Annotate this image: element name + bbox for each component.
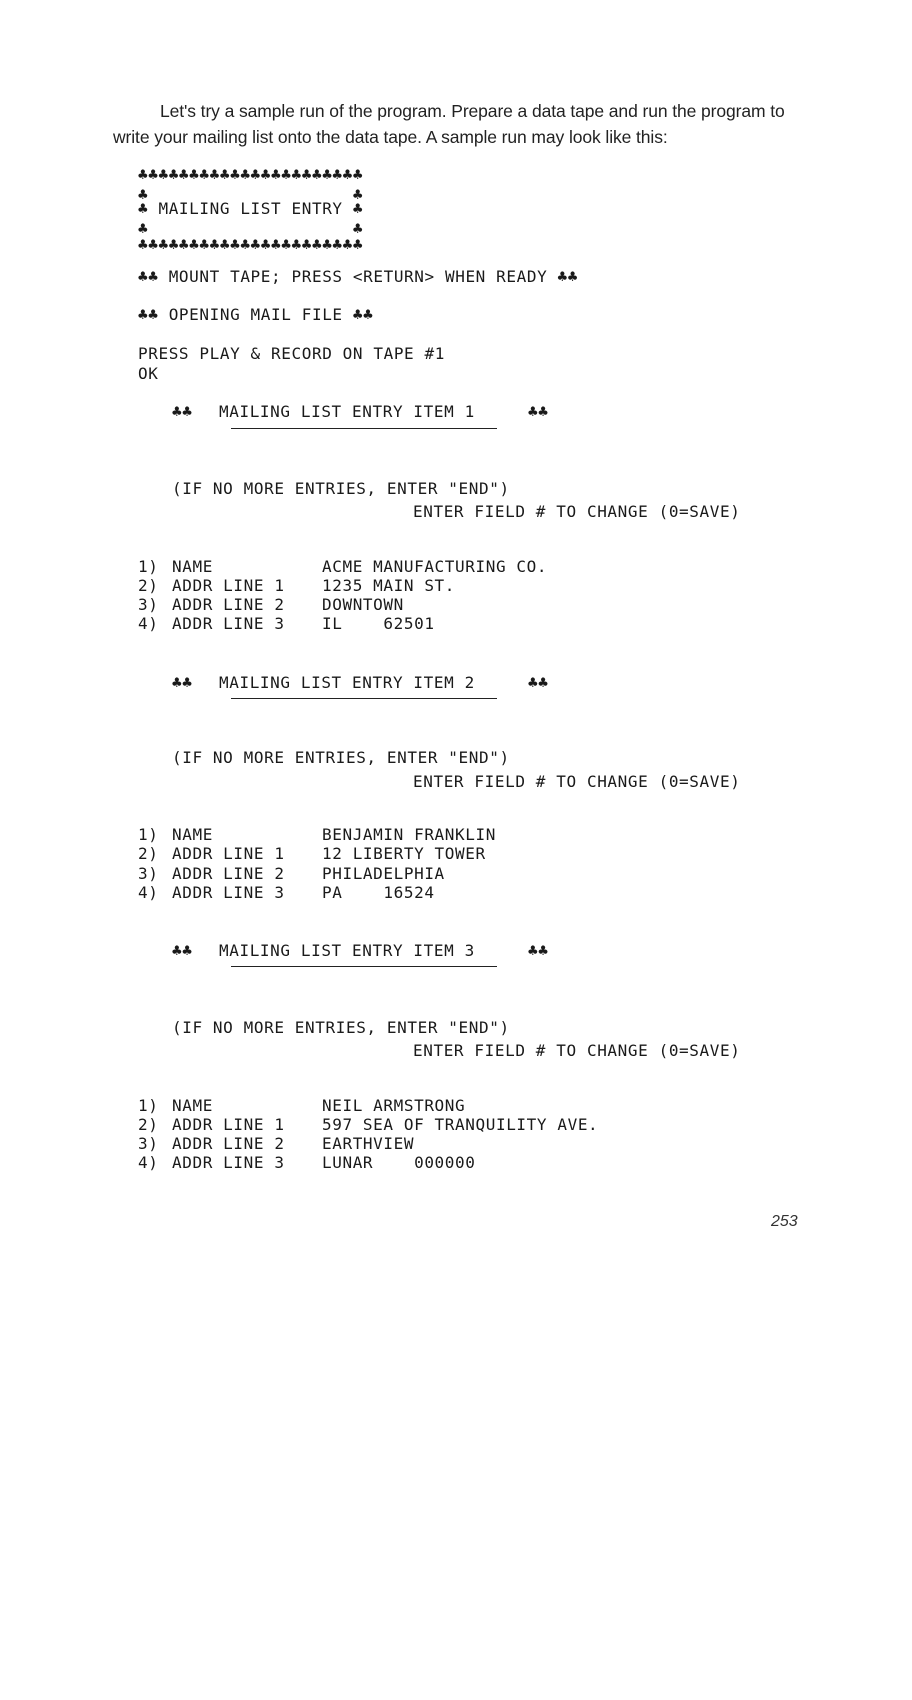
banner-border-top: ♣♣♣♣♣♣♣♣♣♣♣♣♣♣♣♣♣♣♣♣♣♣ [138,165,364,184]
page-number: 253 [771,1213,798,1230]
field-value: NEIL ARMSTRONG [322,1096,466,1115]
field-label: ADDR LINE 3 [172,883,285,902]
end-hint: (IF NO MORE ENTRIES, ENTER "END") [172,748,510,767]
end-hint: (IF NO MORE ENTRIES, ENTER "END") [172,1018,510,1037]
field-number: 3) [138,864,159,883]
change-field-prompt: ENTER FIELD # TO CHANGE (0=SAVE) [413,502,741,521]
field-number: 1) [138,1096,159,1115]
field-number: 3) [138,595,159,614]
field-value: ACME MANUFACTURING CO. [322,557,548,576]
field-number: 4) [138,614,159,633]
field-label: NAME [172,557,213,576]
field-label: ADDR LINE 3 [172,614,285,633]
field-value: IL 62501 [322,614,435,633]
field-value: 1235 MAIN ST. [322,576,456,595]
field-number: 3) [138,1134,159,1153]
change-field-prompt: ENTER FIELD # TO CHANGE (0=SAVE) [413,772,741,791]
entry-title-suffix: ♣♣ [528,941,549,960]
entry-title: MAILING LIST ENTRY ITEM 1 [219,402,475,421]
intro-paragraph: Let's try a sample run of the program. Prepare a data tape and run the program to write your mailing list onto the data tape. A sample run may look like this: [113,101,785,147]
field-label: ADDR LINE 1 [172,1115,285,1134]
field-value: 597 SEA OF TRANQUILITY AVE. [322,1115,599,1134]
entry-title-prefix: ♣♣ [172,673,193,692]
field-label: ADDR LINE 2 [172,864,285,883]
field-value: EARTHVIEW [322,1134,415,1153]
field-value: BENJAMIN FRANKLIN [322,825,496,844]
field-value: PA 16524 [322,883,435,902]
ok-message: OK [138,364,159,383]
field-number: 4) [138,883,159,902]
entry-title-suffix: ♣♣ [528,402,549,421]
field-number: 1) [138,825,159,844]
entry-block [0,941,741,1680]
press-play-message: PRESS PLAY & RECORD ON TAPE #1 [138,344,445,363]
field-label: ADDR LINE 1 [172,844,285,863]
banner-title: ♣ MAILING LIST ENTRY ♣ [138,199,364,218]
field-label: ADDR LINE 3 [172,1153,285,1172]
field-number: 2) [138,844,159,863]
field-value: 12 LIBERTY TOWER [322,844,486,863]
banner-side-row: ♣ ♣ [138,185,364,204]
field-value: PHILADELPHIA [322,864,445,883]
field-number: 1) [138,557,159,576]
field-label: ADDR LINE 2 [172,1134,285,1153]
field-number: 2) [138,576,159,595]
field-label: NAME [172,825,213,844]
field-label: ADDR LINE 2 [172,595,285,614]
title-underline [231,698,497,699]
entry-title-prefix: ♣♣ [172,402,193,421]
entry-title: MAILING LIST ENTRY ITEM 2 [219,673,475,692]
field-label: NAME [172,1096,213,1115]
banner-side-row: ♣ ♣ [138,219,364,238]
field-number: 4) [138,1153,159,1172]
opening-file-message: ♣♣ OPENING MAIL FILE ♣♣ [138,305,374,324]
entry-title: MAILING LIST ENTRY ITEM 3 [219,941,475,960]
field-number: 2) [138,1115,159,1134]
entry-title-prefix: ♣♣ [172,941,193,960]
field-value: LUNAR 000000 [322,1153,476,1172]
change-field-prompt: ENTER FIELD # TO CHANGE (0=SAVE) [413,1041,741,1060]
field-label: ADDR LINE 1 [172,576,285,595]
mount-tape-message: ♣♣ MOUNT TAPE; PRESS <RETURN> WHEN READY ♣♣ [138,267,579,286]
title-underline [231,966,497,967]
field-value: DOWNTOWN [322,595,404,614]
end-hint: (IF NO MORE ENTRIES, ENTER "END") [172,479,510,498]
banner-border-bottom: ♣♣♣♣♣♣♣♣♣♣♣♣♣♣♣♣♣♣♣♣♣♣ [138,235,364,254]
title-underline [231,428,497,429]
entry-title-suffix: ♣♣ [528,673,549,692]
